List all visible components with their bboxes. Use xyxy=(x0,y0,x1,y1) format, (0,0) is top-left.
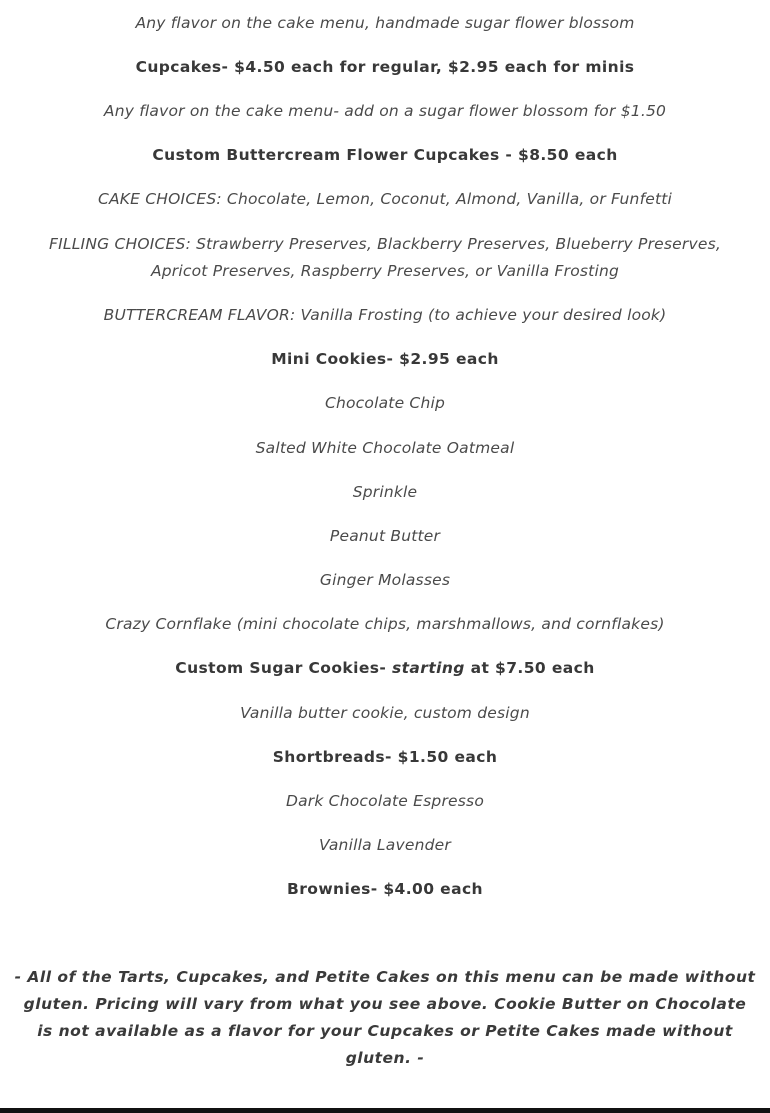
cupcakes-description: Any flavor on the cake menu- add on a sugar flower blossom for $1.50 xyxy=(103,102,667,120)
cake-choices: CAKE CHOICES: Chocolate, Lemon, Coconut, Almond, Vanilla, or Funfetti xyxy=(97,190,673,208)
shortbreads-heading: Shortbreads- $1.50 each xyxy=(272,748,498,766)
flower-cupcakes-heading: Custom Buttercream Flower Cupcakes - $8.50 each xyxy=(152,146,618,164)
buttercream-flavor: BUTTERCREAM FLAVOR: Vanilla Frosting (to achieve your desired look) xyxy=(103,306,667,324)
gluten-free-note: - All of the Tarts, Cupcakes, and Petite Cakes on this menu can be made without gluten. Pricing will vary from what you see above. Cookie Butter on Chocolate is not available as a flavor for your Cupcakes or Petite Cakes made without gluten. - xyxy=(14,968,756,1067)
shortbread-flavor-item: Vanilla Lavender xyxy=(319,836,451,854)
cookie-flavor-item: Sprinkle xyxy=(352,483,418,501)
sugar-cookies-description: Vanilla butter cookie, custom design xyxy=(240,704,530,722)
cookie-flavor-item: Crazy Cornflake (mini chocolate chips, marshmallows, and cornflakes) xyxy=(105,615,665,633)
cake-blossom-description: Any flavor on the cake menu, handmade sugar flower blossom xyxy=(135,14,635,32)
cookie-flavor-item: Peanut Butter xyxy=(329,527,441,545)
footer-divider xyxy=(0,1108,770,1113)
sugar-cookies-heading-suffix: at $7.50 each xyxy=(464,659,595,677)
filling-choices: FILLING CHOICES: Strawberry Preserves, Blackberry Preserves, Blueberry Preserves, Apricot Preserves, Raspberry Preserves, or Vanilla Frosting xyxy=(49,235,721,280)
sugar-cookies-heading xyxy=(22,655,748,682)
sugar-cookies-heading-prefix: Custom Sugar Cookies- xyxy=(175,659,392,677)
shortbread-flavor-item: Dark Chocolate Espresso xyxy=(285,792,485,810)
cookie-flavor-item: Chocolate Chip xyxy=(324,394,446,412)
mini-cookies-heading: Mini Cookies- $2.95 each xyxy=(271,350,499,368)
cookie-flavor-item: Salted White Chocolate Oatmeal xyxy=(255,439,515,457)
cupcakes-heading: Cupcakes- $4.50 each for regular, $2.95 each for minis xyxy=(135,58,635,76)
sugar-cookies-heading-emphasis: starting xyxy=(392,659,465,677)
brownies-heading: Brownies- $4.00 each xyxy=(287,880,483,898)
cookie-flavor-item: Ginger Molasses xyxy=(319,571,451,589)
